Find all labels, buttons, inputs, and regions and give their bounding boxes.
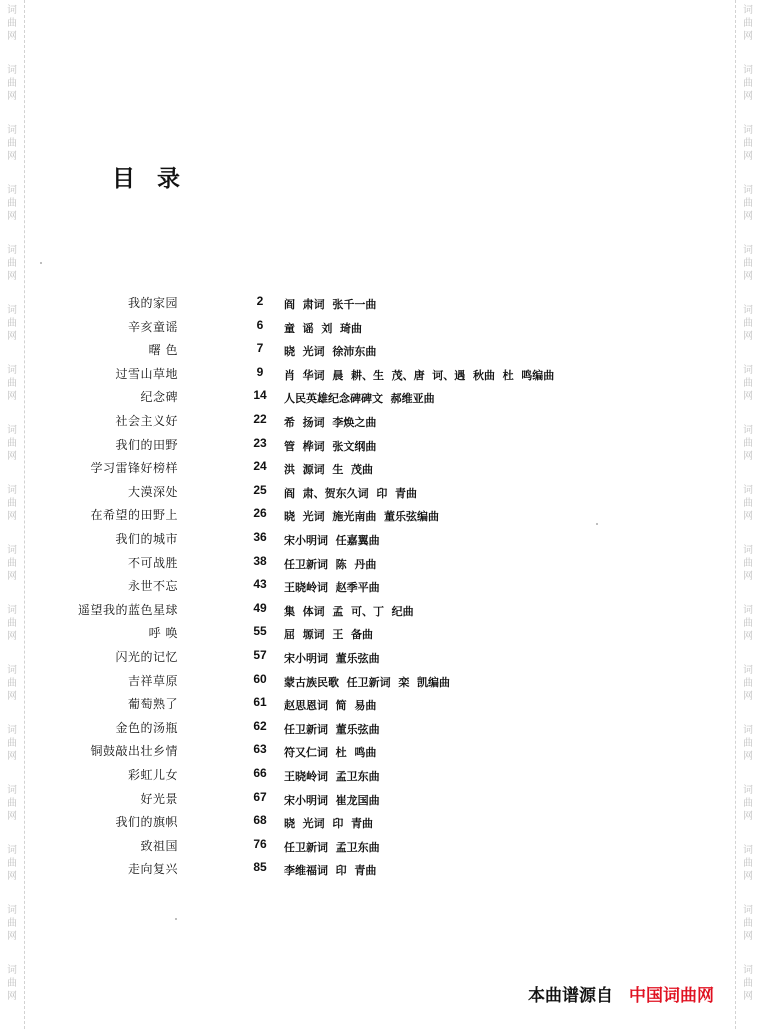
watermark-char: 曲 [743,678,753,689]
site-watermark [740,664,756,703]
watermark-char: 曲 [7,438,17,449]
song-title: 铜鼓敲出壮乡情 [90,744,178,759]
scan-speck [596,523,598,525]
watermark-char: 网 [7,871,17,882]
source-label: 本曲谱源自 [528,986,613,1006]
toc-entry [0,506,700,528]
site-watermark [740,64,756,103]
site-watermark [740,904,756,943]
watermark-char: 曲 [743,198,753,209]
right-watermark-strip [735,0,760,1029]
page-number: 36 [253,530,267,544]
watermark-char: 网 [7,31,17,42]
song-title: 在希望的田野上 [90,508,178,523]
watermark-char: 词 [7,125,17,136]
credits: 王晓岭词 孟卫东曲 [284,770,380,783]
site-watermark [740,364,756,403]
credits: 洪 源词 生 茂曲 [284,463,373,477]
site-watermark [4,124,20,163]
page-number: 6 [256,317,264,332]
song-title: 不可战胜 [127,555,178,570]
toc-entry [0,318,700,340]
page-number: 60 [253,671,267,686]
toc-entry [0,766,700,788]
watermark-char: 曲 [7,678,17,689]
page-number: 49 [253,600,267,615]
song-title: 走向复兴 [127,862,178,877]
watermark-char: 网 [743,631,753,642]
watermark-char: 词 [7,305,17,316]
watermark-char: 曲 [743,498,753,509]
song-title: 致祖国 [140,838,178,853]
watermark-char: 网 [743,811,753,822]
toc-entry [0,365,700,387]
watermark-char: 曲 [7,738,17,749]
watermark-char: 曲 [743,378,753,389]
watermark-char: 曲 [7,258,17,269]
watermark-char: 网 [7,271,17,282]
page-number: 9 [256,364,264,379]
credits: 肖 华词 晨 耕、生 茂、唐 诃、遇 秋曲 杜 鸣编曲 [284,368,555,382]
watermark-char: 词 [7,425,17,436]
page-number: 23 [253,435,267,450]
scan-speck [175,918,177,920]
credits: 晓 光词 印 青曲 [284,817,373,831]
watermark-char: 词 [7,725,17,736]
watermark-char: 词 [743,545,753,556]
page-number: 55 [253,624,267,639]
credits: 任卫新词 陈 丹曲 [284,557,377,571]
watermark-char: 网 [743,931,753,942]
watermark-char: 词 [743,665,753,676]
watermark-char: 词 [7,245,17,256]
watermark-char: 曲 [743,78,753,89]
credits: 任卫新词 孟卫东曲 [284,840,380,854]
watermark-char: 曲 [743,858,753,869]
site-watermark [4,184,20,223]
watermark-char: 网 [743,271,753,282]
watermark-char: 网 [7,391,17,402]
toc-entry [0,388,700,410]
credits: 人民英雄纪念碑碑文 郝维亚曲 [284,392,435,406]
watermark-char: 词 [743,425,753,436]
page-number: 22 [253,412,267,426]
song-title: 我的家园 [127,296,178,310]
toc-entry [0,530,700,552]
toc-entry [0,483,700,505]
toc-entry [0,601,700,623]
page-number: 43 [253,577,267,592]
song-title: 纪念碑 [140,390,178,405]
site-watermark [4,64,20,103]
watermark-char: 曲 [743,918,753,929]
page-number: 2 [256,294,264,308]
site-watermark [4,4,20,43]
watermark-char: 词 [7,545,17,556]
song-title: 永世不忘 [127,579,178,594]
page-number: 66 [253,766,267,780]
watermark-char: 网 [7,571,17,582]
song-title: 吉祥草原 [127,673,178,688]
toc-entry [0,860,700,882]
site-watermark [740,124,756,163]
credits: 赵思恩词 简 易曲 [284,699,377,713]
toc-entry [0,341,700,363]
page-number: 63 [253,742,267,757]
site-watermark [740,724,756,763]
toc-entry [0,742,700,764]
watermark-char: 曲 [7,138,17,149]
site-watermark [740,544,756,583]
watermark-char: 词 [7,905,17,916]
credits: 晓 光词 施光南曲 董乐弦编曲 [284,510,439,524]
watermark-char: 词 [7,785,17,796]
song-title: 曙 色 [148,343,178,358]
watermark-char: 词 [7,605,17,616]
toc-entry [0,459,700,481]
site-watermark [740,304,756,343]
watermark-char: 网 [743,511,753,522]
watermark-char: 词 [7,845,17,856]
page-number: 85 [253,860,267,875]
watermark-char: 网 [7,811,17,822]
watermark-char: 网 [743,91,753,102]
site-watermark [740,604,756,643]
page-number: 38 [253,553,267,568]
song-title: 好光景 [140,791,178,806]
watermark-char: 曲 [743,138,753,149]
site-watermark [740,844,756,883]
watermark-char: 词 [743,785,753,796]
toc-entry [0,672,700,694]
page-number: 24 [253,459,267,474]
watermark-char: 网 [743,871,753,882]
watermark-char: 曲 [7,618,17,629]
watermark-char: 网 [7,931,17,942]
song-title: 彩虹儿女 [127,768,178,782]
credits: 阎 肃词 张千一曲 [284,298,377,311]
watermark-char: 曲 [7,798,17,809]
watermark-char: 词 [743,305,753,316]
watermark-char: 曲 [743,558,753,569]
watermark-char: 曲 [743,798,753,809]
watermark-char: 曲 [7,18,17,29]
watermark-char: 曲 [7,498,17,509]
toc-entry [0,837,700,859]
watermark-char: 词 [743,365,753,376]
watermark-char: 词 [7,365,17,376]
watermark-char: 曲 [7,198,17,209]
watermark-char: 网 [7,331,17,342]
toc-entry [0,695,700,717]
song-title: 遥望我的蓝色星球 [77,602,178,617]
page-number: 25 [253,482,267,497]
watermark-char: 词 [743,125,753,136]
site-watermark [740,424,756,463]
song-title: 我们的城市 [115,532,178,546]
watermark-char: 词 [743,725,753,736]
song-title: 金色的汤瓶 [115,720,178,735]
toc-entry [0,813,700,835]
watermark-char: 曲 [7,918,17,929]
watermark-char: 网 [7,511,17,522]
watermark-char: 词 [743,245,753,256]
toc-entry [0,624,700,646]
watermark-char: 网 [7,991,17,1002]
song-title: 闪光的记忆 [115,650,178,664]
watermark-char: 网 [7,211,17,222]
credits: 任卫新词 董乐弦曲 [284,722,380,736]
watermark-char: 曲 [743,978,753,989]
watermark-char: 网 [7,691,17,702]
watermark-char: 曲 [7,318,17,329]
watermark-char: 网 [743,31,753,42]
song-title: 葡萄熟了 [127,697,178,712]
watermark-char: 词 [7,965,17,976]
song-title: 过雪山草地 [115,366,178,381]
watermark-char: 词 [743,605,753,616]
watermark-char: 网 [7,151,17,162]
watermark-char: 曲 [7,378,17,389]
source-credit [528,981,714,1006]
watermark-char: 曲 [7,78,17,89]
site-watermark [740,484,756,523]
watermark-char: 网 [743,211,753,222]
credits: 童 谣 刘 琦曲 [284,321,362,335]
toc-entry [0,648,700,670]
watermark-char: 网 [743,991,753,1002]
toc-entry [0,412,700,434]
song-title: 辛亥童谣 [127,319,178,334]
watermark-char: 网 [743,691,753,702]
watermark-char: 网 [743,451,753,462]
toc-entry [0,436,700,458]
page-number: 14 [253,388,267,403]
site-watermark [740,184,756,223]
page-number: 57 [253,648,267,662]
song-title: 大漠深处 [127,484,178,499]
page-number: 76 [253,836,267,851]
watermark-char: 网 [7,91,17,102]
watermark-char: 词 [7,5,17,16]
song-title: 我们的旗帜 [115,815,178,830]
watermark-char: 网 [7,631,17,642]
song-title: 我们的田野 [115,437,178,452]
page-number: 67 [253,789,267,804]
watermark-char: 网 [743,571,753,582]
watermark-char: 词 [743,5,753,16]
toc-entry [0,790,700,812]
site-watermark [4,904,20,943]
credits: 宋小明词 崔龙国曲 [284,793,380,807]
credits: 屈 塬词 王 备曲 [284,628,373,642]
watermark-char: 词 [743,65,753,76]
page-number: 7 [256,341,264,356]
watermark-char: 曲 [743,618,753,629]
page-number: 62 [253,718,267,733]
watermark-char: 词 [7,185,17,196]
watermark-char: 词 [7,665,17,676]
watermark-char: 网 [743,151,753,162]
watermark-char: 曲 [743,318,753,329]
toc-entry [0,554,700,576]
watermark-char: 网 [743,331,753,342]
credits: 阎 肃、贺东久词 印 青曲 [284,486,417,500]
watermark-char: 曲 [743,438,753,449]
site-watermark [740,784,756,823]
watermark-char: 词 [743,845,753,856]
watermark-char: 网 [743,391,753,402]
page-number: 68 [253,813,267,828]
watermark-char: 词 [743,905,753,916]
scan-speck [40,262,42,264]
watermark-char: 曲 [743,738,753,749]
song-title: 社会主义好 [115,414,178,428]
watermark-char: 曲 [743,258,753,269]
watermark-char: 网 [7,451,17,462]
song-title: 呼 唤 [148,626,178,641]
page-number: 61 [253,695,267,710]
credits: 管 桦词 张文纲曲 [284,439,377,453]
watermark-char: 曲 [7,858,17,869]
watermark-char: 词 [743,185,753,196]
credits: 蒙古族民歌 任卫新词 栾 凯编曲 [284,675,450,689]
watermark-char: 曲 [7,978,17,989]
credits: 宋小明词 董乐弦曲 [284,652,380,665]
site-watermark [4,244,20,283]
credits: 集 体词 孟 可、丁 纪曲 [284,604,414,618]
toc-entry [0,719,700,741]
watermark-char: 词 [7,65,17,76]
toc-entry [0,577,700,599]
site-brand-link[interactable]: 中国词曲网 [629,986,714,1006]
watermark-char: 词 [7,485,17,496]
watermark-char: 网 [743,751,753,762]
credits: 希 扬词 李焕之曲 [284,416,377,429]
credits: 晓 光词 徐沛东曲 [284,345,377,359]
toc-entry [0,294,700,316]
site-watermark [4,964,20,1003]
credits: 符又仁词 杜 鸣曲 [284,746,377,760]
credits: 宋小明词 任嘉翼曲 [284,534,380,547]
credits: 李维福词 印 青曲 [284,864,377,878]
watermark-char: 词 [743,485,753,496]
page-title: 目录 [112,166,202,192]
song-title: 学习雷锋好榜样 [90,461,178,476]
watermark-char: 曲 [743,18,753,29]
credits: 王晓岭词 赵季平曲 [284,581,380,595]
site-watermark [740,4,756,43]
site-watermark [740,964,756,1003]
watermark-char: 曲 [7,558,17,569]
watermark-char: 词 [743,965,753,976]
watermark-char: 网 [7,751,17,762]
site-watermark [740,244,756,283]
page-number: 26 [253,506,267,521]
